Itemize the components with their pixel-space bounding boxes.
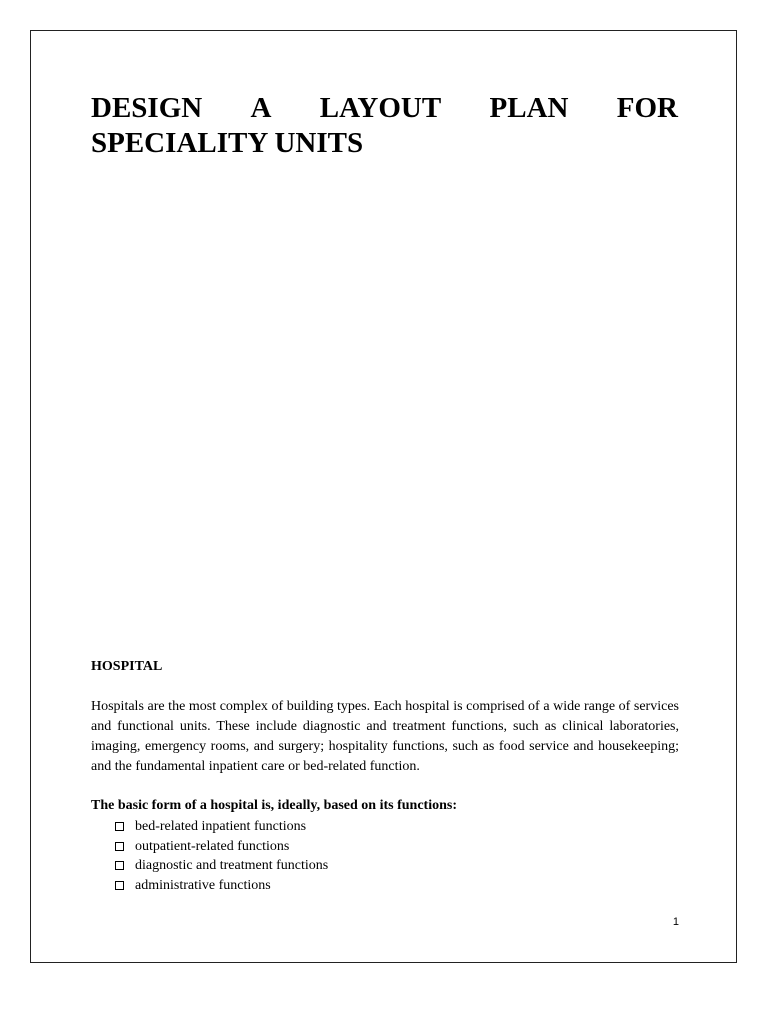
list-item-label: diagnostic and treatment functions — [135, 858, 329, 873]
title-word: FOR — [616, 92, 678, 124]
title-line-2: SPECIALITY UNITS — [91, 127, 364, 159]
list-item — [115, 876, 328, 896]
title-word: PLAN — [489, 92, 569, 124]
hollow-square-bullet-icon — [115, 842, 124, 851]
section-heading: HOSPITAL — [91, 659, 163, 674]
page-frame — [30, 30, 737, 963]
title-word: DESIGN — [91, 92, 203, 124]
title-word: A — [250, 92, 272, 124]
title-word: LAYOUT — [319, 92, 442, 124]
body-paragraph: Hospitals are the most complex of building types. Each hospital is comprised of a wide range of services and functional units. These include diagnostic and treatment functions, such as clinical laboratories, imaging, emergency rooms, and surgery; hospitality functions, such as food service and housekeeping; and the fundamental inpatient care or bed-related function. — [91, 699, 679, 774]
list-item-label: administrative functions — [135, 877, 271, 893]
hollow-square-bullet-icon — [115, 822, 124, 831]
list-item — [115, 817, 328, 837]
list-intro: The basic form of a hospital is, ideally, based on its functions: — [91, 798, 457, 813]
document-title — [91, 91, 678, 161]
title-line-1 — [91, 91, 678, 126]
list-item — [115, 856, 328, 876]
page-number: 1 — [672, 916, 679, 928]
function-list — [115, 817, 328, 895]
hollow-square-bullet-icon — [115, 861, 124, 870]
list-item-label: outpatient-related functions — [135, 838, 290, 854]
list-item — [115, 837, 328, 857]
hollow-square-bullet-icon — [115, 881, 124, 890]
list-item-label: bed-related inpatient functions — [135, 819, 307, 834]
